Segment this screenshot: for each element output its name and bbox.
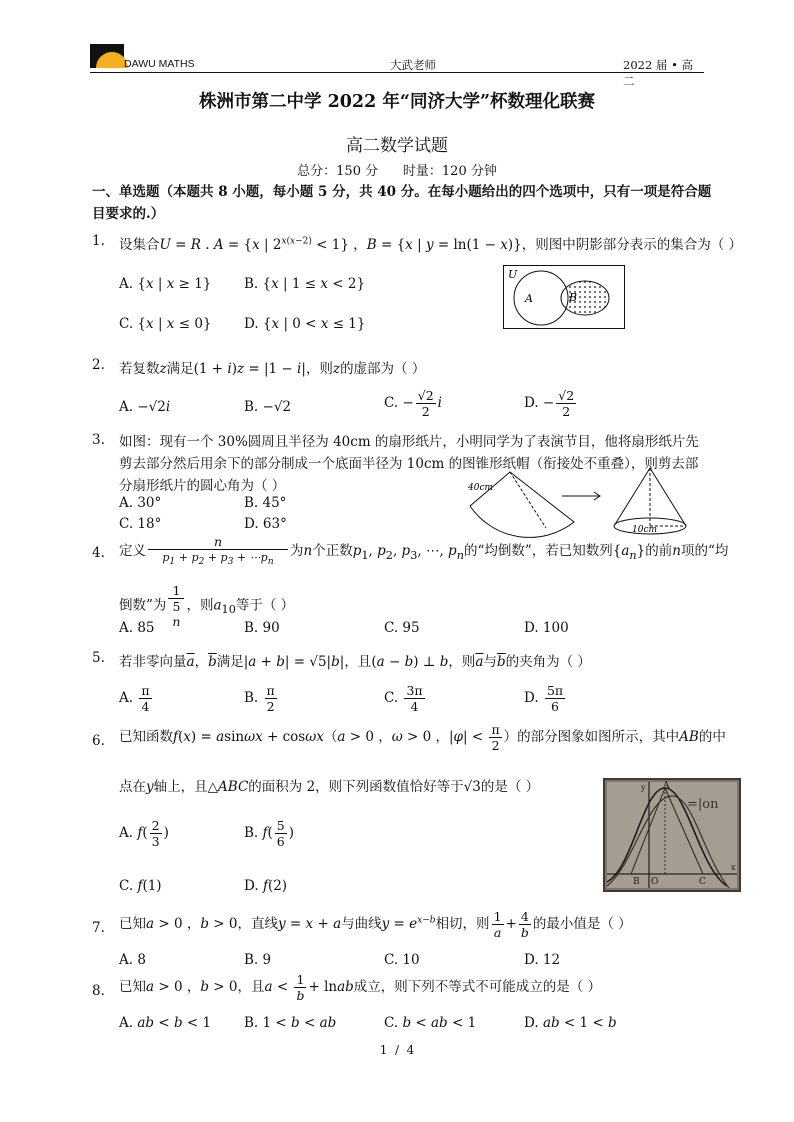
option-c[interactable]: C. − $\frac{√2}{2}$ i [384, 388, 442, 419]
sector-radius-label: 40cm [468, 483, 494, 493]
question-text: 若复数z满足(1 + i)z = |1 − i|，则z的虚部为（ ） [119, 361, 426, 377]
question-text-line3: 分扇形纸片的圆心角为（ ） [119, 478, 286, 494]
venn-label-a: A [525, 292, 533, 305]
option-a[interactable]: A. {x | x ≥ 1} [119, 276, 212, 292]
venn-label-b: B [569, 291, 578, 304]
option-b[interactable]: B. 45° [244, 495, 287, 511]
option-a[interactable]: A. 85 [119, 620, 155, 636]
option-b[interactable]: B. 9 [244, 952, 272, 968]
function-graph-photo [603, 778, 741, 892]
graph-label-b: B [633, 877, 640, 887]
page-subtitle: 高二数学试题 [346, 136, 448, 156]
venn-label-u: U [508, 268, 518, 281]
section-heading: 一、单选题（本题共 8 小题，每小题 5 分，共 40 分。在每小题给出的四个选项中，只有一项是符合题目要求的.） [92, 184, 712, 222]
option-c[interactable]: C. $\frac{3\pi}{4}$ [384, 683, 423, 714]
option-a[interactable]: A. $\frac{\pi}{4}$ [119, 683, 150, 714]
option-c[interactable]: C. 18° [119, 516, 162, 532]
option-d[interactable]: D. 63° [244, 516, 287, 532]
sector-cone-figure [462, 466, 690, 542]
question-text-line1: 定义 $\frac{n}{p_1 + p_2 + p_3 + \cdots p_n}$ 为n个正数$p_1$, $p_2$, $p_3$, ⋯, $p_n$的“均倒数”，若已知数列$\{a_n\}$的前n项的“均 [119, 534, 729, 568]
question-text-line2: 倒数”为 1 5 n ，则$a_{10}$等于（ ） [119, 583, 295, 629]
option-c[interactable]: C. f(1) [119, 878, 162, 894]
page-header [90, 40, 704, 88]
header-right: 2022 届 • 高二 [623, 58, 694, 88]
option-c[interactable]: C. b < ab < 1 [384, 1015, 477, 1031]
option-d[interactable]: D. {x | 0 < x ≤ 1} [244, 316, 366, 332]
question-text-line2: 点在y轴上，且△ABC的面积为 2，则下列函数值恰好等于√3的是（ ） [119, 779, 540, 795]
question-text: 设集合U = R . A = {x | $2^{x(x-2)} < 1$} ，B = {x | y = ln(1 − x)}，则图中阴影部分表示的集合为（ ） [119, 236, 743, 253]
question-text: 已知a > 0 ，b > 0，直线y = x + a与曲线$y = e^{x-b}$相切，则 $\frac{1}{a}$ + $\frac{4}{b}$ 的最小值是（ ） [119, 909, 632, 940]
header-center: 大武老师 [390, 58, 436, 72]
question-number: 3. [92, 432, 105, 448]
option-b[interactable]: B. f( $\frac{5}{6}$ ) [244, 818, 295, 849]
question-text-line2: 剪去部分然后用余下的部分制成一个底面半径为 10cm 的图锥形纸帽（衔接处不重叠），则剪去部 [119, 456, 699, 472]
graph-side-writing: =|on [687, 797, 719, 812]
option-d[interactable]: D. f(2) [244, 878, 288, 894]
venn-diagram [503, 265, 625, 329]
option-c[interactable]: C. 95 [384, 620, 420, 636]
option-a[interactable]: A. 30° [119, 495, 162, 511]
option-c[interactable]: C. {x | x ≤ 0} [119, 316, 212, 332]
option-a[interactable]: A. −√2i [119, 399, 171, 415]
question-text-line1: 已知函数f(x) = asinωx + cosωx（a > 0 ，ω > 0 ，|φ| < $\frac{\pi}{2}$ ）的部分图象如图所示，其中AB的中 [119, 722, 726, 753]
page-number: 1 / 4 [379, 1043, 415, 1057]
question-number: 2. [92, 357, 105, 373]
question-text: 已知a > 0 ，b > 0，且a < $\frac{1}{b}$ + lnab成立，则下列不等式不可能成立的是（ ） [119, 972, 602, 1003]
exam-info: 总分：150 分 时量：120 分钟 [297, 164, 497, 179]
question-number: 5. [92, 650, 105, 666]
graph-label-c: C [699, 877, 706, 887]
option-b[interactable]: B. 90 [244, 620, 280, 636]
logo-text: DAWU MATHS [124, 58, 195, 70]
option-b[interactable]: B. −√2 [244, 399, 292, 415]
option-b[interactable]: B. {x | 1 ≤ x < 2} [244, 276, 366, 292]
option-d[interactable]: D. 12 [524, 952, 561, 968]
option-d[interactable]: D. $\frac{5\pi}{6}$ [524, 683, 564, 714]
header-rule [90, 72, 704, 73]
question-number: 7. [92, 920, 105, 936]
option-d[interactable]: D. − $\frac{√2}{2}$ [524, 388, 575, 419]
option-b[interactable]: B. 1 < b < ab [244, 1015, 337, 1031]
question-text: 若非零向量$\overline{a}$，$\overline{b}$满足|a + b| = √5|b|，且(a − b) ⊥ b，则$\overline{a}$与$\overline{b}$的夹角为（ ） [119, 654, 591, 670]
option-a[interactable]: A. ab < b < 1 [119, 1015, 212, 1031]
option-b[interactable]: B. $\frac{\pi}{2}$ [244, 683, 275, 714]
question-number: 6. [92, 733, 105, 749]
question-number: 4. [92, 545, 105, 561]
question-number: 1. [92, 233, 105, 249]
graph-label-o: O [651, 877, 659, 887]
option-d[interactable]: D. ab < 1 < b [524, 1015, 617, 1031]
option-a[interactable]: A. 8 [119, 952, 146, 968]
option-c[interactable]: C. 10 [384, 952, 420, 968]
graph-label-a: A [663, 781, 670, 791]
graph-label-y: y [641, 783, 646, 792]
cone-radius-label: 10cm [632, 525, 658, 535]
option-a[interactable]: A. f( $\frac{2}{3}$ ) [119, 818, 169, 849]
page-title: 株洲市第二中学 2022 年“同济大学”杯数理化联赛 [198, 92, 596, 112]
question-number: 8. [92, 983, 105, 999]
graph-label-x: x [731, 863, 736, 872]
option-d[interactable]: D. 100 [524, 620, 569, 636]
question-text-line1: 如图：现有一个 30%圆周且半径为 40cm 的扇形纸片，小明同学为了表演节目，他将扇形纸片先 [119, 434, 699, 450]
